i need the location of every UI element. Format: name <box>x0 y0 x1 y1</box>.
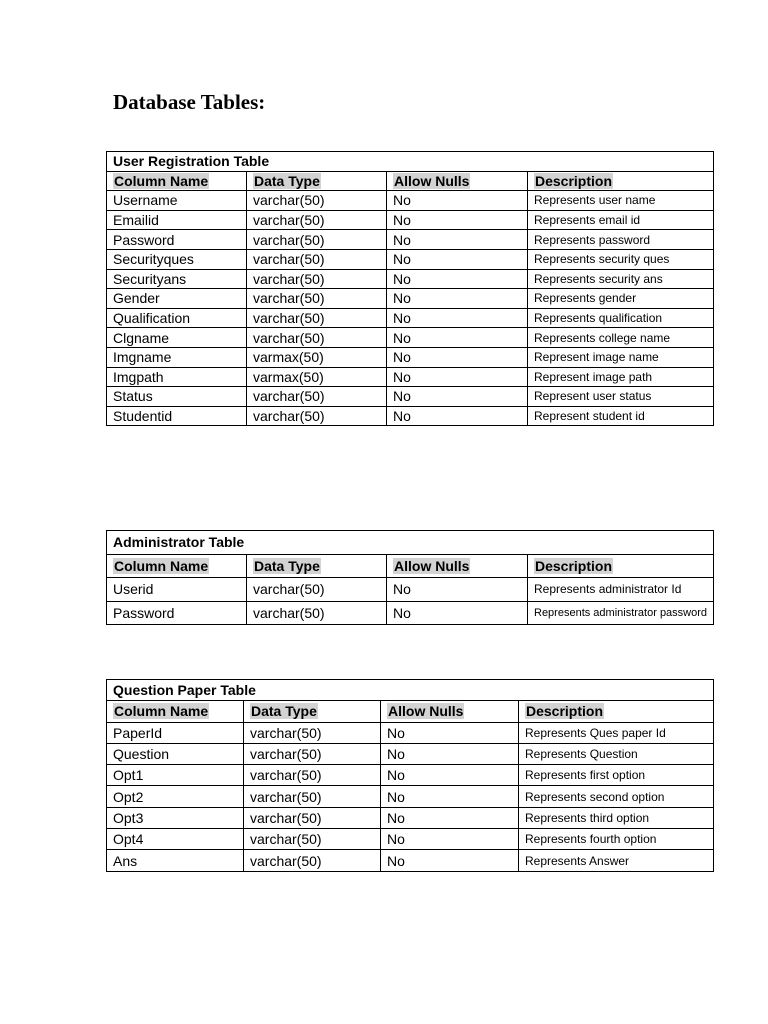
cell-description: Represents gender <box>528 289 714 309</box>
table-row <box>107 289 714 309</box>
cell-allow-nulls: No <box>387 387 528 407</box>
administrator-table <box>106 530 714 625</box>
cell-column-name: Clgname <box>107 328 247 348</box>
table-row <box>107 406 714 426</box>
column-header-nulls <box>387 171 528 191</box>
cell-description: Represent image name <box>528 347 714 367</box>
question-paper-table <box>106 679 714 872</box>
cell-allow-nulls: No <box>381 722 519 743</box>
column-header-label: Description <box>535 557 613 574</box>
cell-description: Represents fourth option <box>519 829 714 850</box>
cell-column-name: Opt1 <box>107 765 244 786</box>
cell-description: Represents college name <box>528 328 714 348</box>
table-caption-row <box>107 680 714 701</box>
column-header-description <box>528 171 714 191</box>
cell-description: Represents Question <box>519 743 714 764</box>
cell-allow-nulls: No <box>381 765 519 786</box>
cell-column-name: Password <box>107 601 247 625</box>
table-row <box>107 328 714 348</box>
cell-description: Represents third option <box>519 807 714 828</box>
table-row <box>107 269 714 289</box>
cell-data-type: varchar(50) <box>247 578 387 602</box>
cell-data-type: varchar(50) <box>247 406 387 426</box>
cell-data-type: varchar(50) <box>247 230 387 250</box>
table-row <box>107 347 714 367</box>
cell-description: Represents password <box>528 230 714 250</box>
user-registration-table <box>106 151 714 426</box>
cell-data-type: varchar(50) <box>247 387 387 407</box>
cell-description: Represent student id <box>528 406 714 426</box>
cell-column-name: Ans <box>107 850 244 871</box>
cell-description: Represents second option <box>519 786 714 807</box>
cell-allow-nulls: No <box>387 367 528 387</box>
column-header-description <box>519 701 714 722</box>
cell-column-name: Securityans <box>107 269 247 289</box>
table-row <box>107 850 714 871</box>
cell-allow-nulls: No <box>381 829 519 850</box>
cell-column-name: Password <box>107 230 247 250</box>
column-header-label: Description <box>535 172 613 189</box>
table-row <box>107 765 714 786</box>
column-header-type <box>247 554 387 578</box>
cell-allow-nulls: No <box>387 406 528 426</box>
table-row <box>107 722 714 743</box>
cell-description: Represents security ans <box>528 269 714 289</box>
cell-data-type: varmax(50) <box>247 367 387 387</box>
cell-allow-nulls: No <box>387 230 528 250</box>
column-header-label: Allow Nulls <box>394 557 470 574</box>
cell-column-name: Opt4 <box>107 829 244 850</box>
cell-column-name: Imgname <box>107 347 247 367</box>
cell-column-name: Opt2 <box>107 786 244 807</box>
cell-data-type: varchar(50) <box>247 328 387 348</box>
cell-data-type: varchar(50) <box>244 850 381 871</box>
cell-allow-nulls: No <box>387 191 528 211</box>
cell-description: Represents qualification <box>528 308 714 328</box>
table-row <box>107 601 714 625</box>
cell-allow-nulls: No <box>387 210 528 230</box>
cell-data-type: varchar(50) <box>247 249 387 269</box>
cell-data-type: varchar(50) <box>247 308 387 328</box>
column-header-label: Description <box>526 703 604 720</box>
cell-column-name: Gender <box>107 289 247 309</box>
cell-allow-nulls: No <box>387 328 528 348</box>
cell-description: Represents administrator password <box>528 601 714 625</box>
table-row <box>107 249 714 269</box>
column-header-label: Allow Nulls <box>388 703 464 720</box>
table-row <box>107 308 714 328</box>
cell-allow-nulls: No <box>387 289 528 309</box>
table-header-row <box>107 171 714 191</box>
column-header-name <box>107 554 247 578</box>
cell-description: Represents security ques <box>528 249 714 269</box>
table-row <box>107 743 714 764</box>
cell-description: Represents user name <box>528 191 714 211</box>
table-row <box>107 230 714 250</box>
column-header-label: Column Name <box>114 172 209 189</box>
cell-data-type: varchar(50) <box>244 829 381 850</box>
column-header-nulls <box>387 554 528 578</box>
cell-column-name: Securityques <box>107 249 247 269</box>
column-header-label: Data Type <box>254 557 320 574</box>
table-caption-row <box>107 152 714 172</box>
cell-column-name: Studentid <box>107 406 247 426</box>
page-title: Database Tables: <box>113 90 266 114</box>
cell-description: Represents administrator Id <box>528 578 714 602</box>
table-row <box>107 210 714 230</box>
column-header-name <box>107 171 247 191</box>
cell-data-type: varmax(50) <box>247 347 387 367</box>
column-header-description <box>528 554 714 578</box>
cell-allow-nulls: No <box>387 578 528 602</box>
cell-allow-nulls: No <box>381 807 519 828</box>
cell-allow-nulls: No <box>381 786 519 807</box>
cell-column-name: Status <box>107 387 247 407</box>
cell-data-type: varchar(50) <box>244 807 381 828</box>
table-caption: User Registration Table <box>107 152 714 172</box>
table-row <box>107 578 714 602</box>
cell-allow-nulls: No <box>387 347 528 367</box>
cell-allow-nulls: No <box>387 601 528 625</box>
cell-allow-nulls: No <box>381 850 519 871</box>
cell-description: Represents first option <box>519 765 714 786</box>
cell-data-type: varchar(50) <box>247 191 387 211</box>
table-row <box>107 387 714 407</box>
cell-allow-nulls: No <box>387 308 528 328</box>
table-row <box>107 807 714 828</box>
cell-data-type: varchar(50) <box>247 289 387 309</box>
column-header-label: Data Type <box>251 703 317 720</box>
column-header-label: Data Type <box>254 172 320 189</box>
table-header-row <box>107 701 714 722</box>
cell-data-type: varchar(50) <box>244 786 381 807</box>
cell-description: Represents Ques paper Id <box>519 722 714 743</box>
cell-column-name: Username <box>107 191 247 211</box>
cell-data-type: varchar(50) <box>244 765 381 786</box>
cell-data-type: varchar(50) <box>247 601 387 625</box>
cell-column-name: Qualification <box>107 308 247 328</box>
column-header-label: Column Name <box>114 557 209 574</box>
table-caption: Question Paper Table <box>107 680 714 701</box>
table-row <box>107 191 714 211</box>
cell-column-name: Question <box>107 743 244 764</box>
cell-description: Represents Answer <box>519 850 714 871</box>
table-caption: Administrator Table <box>107 531 714 555</box>
table-row <box>107 786 714 807</box>
column-header-nulls <box>381 701 519 722</box>
column-header-name <box>107 701 244 722</box>
cell-column-name: Emailid <box>107 210 247 230</box>
column-header-type <box>247 171 387 191</box>
cell-allow-nulls: No <box>381 743 519 764</box>
cell-column-name: Opt3 <box>107 807 244 828</box>
cell-column-name: Userid <box>107 578 247 602</box>
cell-column-name: Imgpath <box>107 367 247 387</box>
cell-description: Represents email id <box>528 210 714 230</box>
cell-description: Represent user status <box>528 387 714 407</box>
table-row <box>107 829 714 850</box>
cell-data-type: varchar(50) <box>247 269 387 289</box>
table-header-row <box>107 554 714 578</box>
column-header-label: Column Name <box>114 703 209 720</box>
cell-allow-nulls: No <box>387 249 528 269</box>
column-header-label: Allow Nulls <box>394 172 470 189</box>
cell-column-name: PaperId <box>107 722 244 743</box>
cell-allow-nulls: No <box>387 269 528 289</box>
table-caption-row <box>107 531 714 555</box>
cell-data-type: varchar(50) <box>244 743 381 764</box>
table-row <box>107 367 714 387</box>
cell-description: Represent image path <box>528 367 714 387</box>
cell-data-type: varchar(50) <box>244 722 381 743</box>
cell-data-type: varchar(50) <box>247 210 387 230</box>
column-header-type <box>244 701 381 722</box>
